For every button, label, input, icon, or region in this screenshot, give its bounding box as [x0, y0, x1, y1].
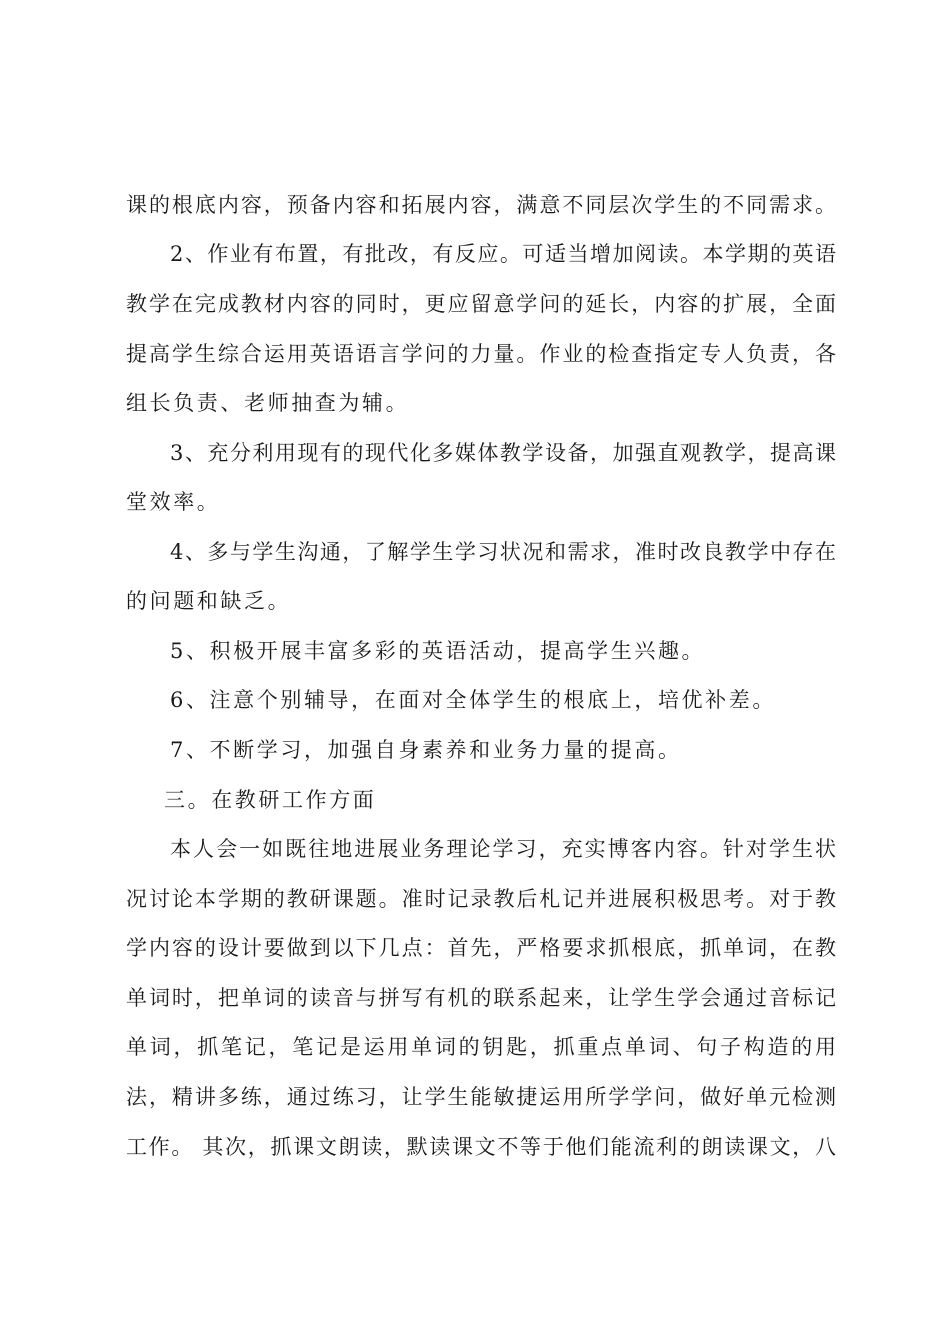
text-line: 组长负责、老师抽查为辅。 — [126, 391, 410, 415]
section-heading: 三。在教研工作方面 — [164, 788, 377, 812]
text-line: 2、作业有布置，有批改，有反应。可适当增加阅读。本学期的英语 — [170, 242, 836, 266]
text-line: 提高学生综合运用英语语言学问的力量。作业的检查指定专人负责，各 — [126, 342, 836, 366]
text-line: 教学在完成教材内容的同时，更应留意学问的延长，内容的扩展，全面 — [126, 292, 836, 316]
text-line: 6、注意个别辅导，在面对全体学生的根底上，培优补差。 — [170, 688, 776, 712]
text-line: 法，精讲多练，通过练习，让学生能敏捷运用所学学问，做好单元检测 — [126, 1085, 836, 1109]
text-line: 况讨论本学期的教研课题。准时记录教后札记并进展积极思考。对于教 — [126, 887, 836, 911]
text-line: 单词，抓笔记，笔记是运用单词的钥匙，抓重点单词、句子构造的用 — [126, 1035, 836, 1059]
text-line: 单词时，把单词的读音与拼写有机的联系起来，让学生学会通过音标记 — [126, 986, 836, 1010]
text-line: 本人会一如既往地进展业务理论学习，充实博客内容。针对学生状 — [170, 837, 836, 861]
text-line: 4、多与学生沟通，了解学生学习状况和需求，准时改良教学中存在 — [170, 540, 836, 564]
text-line: 5、积极开展丰富多彩的英语活动，提高学生兴趣。 — [170, 639, 706, 663]
text-line: 7、不断学习，加强自身素养和业务力量的提高。 — [170, 738, 682, 762]
text-line: 学内容的设计要做到以下几点：首先，严格要求抓根底，抓单词，在教 — [126, 936, 836, 960]
text-line: 课的根底内容，预备内容和拓展内容，满意不同层次学生的不同需求。 — [126, 193, 836, 217]
text-line: 堂效率。 — [126, 490, 221, 514]
text-line: 3、充分利用现有的现代化多媒体教学设备，加强直观教学，提高课 — [170, 441, 836, 465]
text-line: 工作。 其次，抓课文朗读，默读课文不等于他们能流利的朗读课文，八 — [126, 1135, 836, 1159]
text-line: 的问题和缺乏。 — [126, 589, 292, 613]
